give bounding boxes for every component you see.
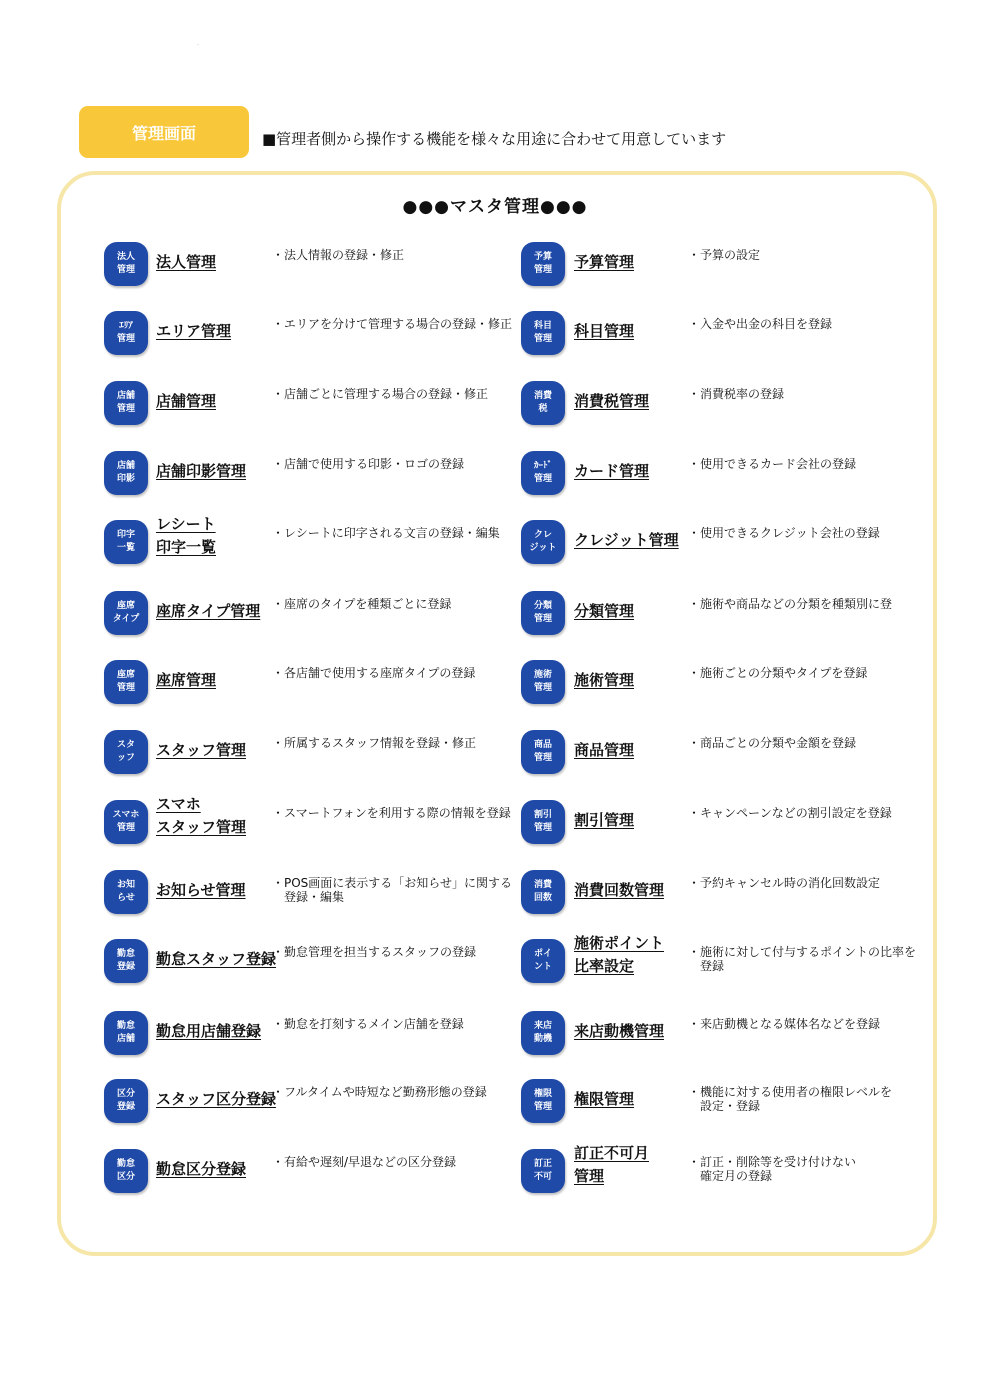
item-description: ・商品ごとの分類や金額を登録 bbox=[688, 736, 857, 750]
item-name-link[interactable]: クレジット管理 bbox=[574, 531, 679, 549]
item-name-link[interactable]: 施術ポイント 比率設定 bbox=[574, 934, 665, 975]
master-item[interactable] bbox=[0, 730, 990, 790]
item-name-link[interactable]: 消費税管理 bbox=[574, 392, 650, 410]
section-badge: 管理画面 bbox=[79, 106, 249, 158]
master-item[interactable] bbox=[0, 1144, 990, 1209]
item-icon: 科目 管理 bbox=[521, 311, 565, 355]
item-name-link[interactable]: 科目管理 bbox=[574, 322, 635, 340]
item-description: ・施術や商品などの分類を種類別に登 bbox=[688, 597, 893, 611]
item-description: ・施術に対して付与するポイントの比率を 登録 bbox=[688, 945, 917, 973]
item-description: ・レシートに印字される文言の登録・編集 bbox=[272, 526, 500, 540]
item-description: ・所属するスタッフ情報を登録・修正 bbox=[272, 736, 477, 750]
item-description: ・訂正・削除等を受け付けない 確定月の登録 bbox=[688, 1155, 857, 1183]
item-icon: 分類 管理 bbox=[521, 591, 565, 635]
item-icon: お知 らせ bbox=[104, 870, 148, 914]
item-description: ・法人情報の登録・修正 bbox=[272, 248, 405, 262]
item-name-link[interactable]: 予算管理 bbox=[574, 253, 635, 271]
item-icon: 消費 回数 bbox=[521, 870, 565, 914]
master-item[interactable] bbox=[0, 660, 990, 720]
item-description: ・消費税率の登録 bbox=[688, 387, 785, 401]
item-name-link[interactable]: 権限管理 bbox=[574, 1090, 635, 1108]
item-description: ・来店動機となる媒体名などを登録 bbox=[688, 1017, 881, 1031]
item-name-link[interactable]: 来店動機管理 bbox=[574, 1022, 665, 1040]
item-description: ・入金や出金の科目を登録 bbox=[688, 317, 833, 331]
item-icon: クレ ジット bbox=[521, 520, 565, 564]
master-item[interactable] bbox=[0, 451, 990, 511]
item-name-link[interactable]: 座席管理 bbox=[156, 671, 217, 689]
item-description: ・座席のタイプを種類ごとに登録 bbox=[272, 597, 452, 611]
master-item[interactable] bbox=[0, 381, 990, 441]
item-description: ・施術ごとの分類やタイプを登録 bbox=[688, 666, 868, 680]
item-icon: 商品 管理 bbox=[521, 730, 565, 774]
master-item[interactable] bbox=[0, 311, 990, 371]
master-item[interactable] bbox=[0, 800, 990, 860]
item-description: ・各店舗で使用する座席タイプの登録 bbox=[272, 666, 476, 680]
item-description: ・スマートフォンを利用する際の情報を登録 bbox=[272, 806, 511, 820]
master-item[interactable] bbox=[0, 520, 990, 580]
item-name-link[interactable]: 法人管理 bbox=[156, 253, 217, 271]
item-name-link[interactable]: 消費回数管理 bbox=[574, 881, 665, 899]
item-icon: 法人 管理 bbox=[104, 242, 148, 286]
item-icon: スマホ 管理 bbox=[104, 800, 148, 844]
item-icon: 区分 登録 bbox=[104, 1079, 148, 1123]
item-icon: 店舗 管理 bbox=[104, 381, 148, 425]
master-item[interactable] bbox=[0, 934, 990, 999]
corner-dot: . bbox=[197, 40, 199, 47]
item-description: ・予算の設定 bbox=[688, 248, 761, 262]
item-icon: 勤怠 店舗 bbox=[104, 1011, 148, 1055]
item-icon: スタ ッフ bbox=[104, 730, 148, 774]
item-icon: 訂正 不可 bbox=[521, 1149, 565, 1193]
item-name-link[interactable]: 割引管理 bbox=[574, 811, 635, 829]
item-name-link[interactable]: 店舗管理 bbox=[156, 392, 217, 410]
item-icon: 座席 タイプ bbox=[104, 591, 148, 635]
item-icon: 来店 動機 bbox=[521, 1011, 565, 1055]
item-name-link[interactable]: レシート 印字一覧 bbox=[156, 515, 217, 556]
item-name-link[interactable]: 分類管理 bbox=[574, 602, 635, 620]
item-icon: ｶｰﾄﾞ 管理 bbox=[521, 451, 565, 495]
item-name-link[interactable]: スマホ スタッフ管理 bbox=[156, 795, 247, 836]
item-icon: 勤怠 区分 bbox=[104, 1149, 148, 1193]
item-description: ・エリアを分けて管理する場合の登録・修正 bbox=[272, 317, 513, 331]
item-name-link[interactable]: 商品管理 bbox=[574, 741, 635, 759]
item-icon: ｴﾘｱ 管理 bbox=[104, 311, 148, 355]
item-name-link[interactable]: 店舗印影管理 bbox=[156, 462, 247, 480]
item-name-link[interactable]: スタッフ区分登録 bbox=[156, 1090, 277, 1108]
section-title: ●●●マスタ管理●●● bbox=[402, 197, 588, 217]
item-icon: 座席 管理 bbox=[104, 660, 148, 704]
item-name-link[interactable]: 勤怠区分登録 bbox=[156, 1160, 247, 1178]
master-item[interactable] bbox=[0, 242, 990, 302]
item-icon: 勤怠 登録 bbox=[104, 939, 148, 983]
item-name-link[interactable]: お知らせ管理 bbox=[156, 881, 246, 899]
item-description: ・勤怠を打刻するメイン店舗を登録 bbox=[272, 1017, 464, 1031]
item-icon: 消費 税 bbox=[521, 381, 565, 425]
master-item[interactable] bbox=[0, 591, 990, 651]
item-description: ・機能に対する使用者の権限レベルを 設定・登録 bbox=[688, 1085, 893, 1113]
item-name-link[interactable]: 勤怠スタッフ登録 bbox=[156, 950, 277, 968]
item-description: ・使用できるカード会社の登録 bbox=[688, 457, 857, 471]
item-icon: 割引 管理 bbox=[521, 800, 565, 844]
item-icon: 店舗 印影 bbox=[104, 451, 148, 495]
item-name-link[interactable]: カード管理 bbox=[574, 462, 650, 480]
item-icon: 施術 管理 bbox=[521, 660, 565, 704]
item-icon: 印字 一覧 bbox=[104, 520, 148, 564]
item-description: ・店舗ごとに管理する場合の登録・修正 bbox=[272, 387, 489, 401]
item-description: ・予約キャンセル時の消化回数設定 bbox=[688, 876, 881, 890]
item-name-link[interactable]: 勤怠用店舗登録 bbox=[156, 1022, 262, 1040]
item-name-link[interactable]: エリア管理 bbox=[156, 322, 232, 340]
item-name-link[interactable]: 訂正不可月 管理 bbox=[574, 1144, 650, 1185]
item-description: ・POS画面に表示する「お知らせ」に関する 登録・編集 bbox=[272, 876, 512, 904]
item-description: ・キャンペーンなどの割引設定を登録 bbox=[688, 806, 892, 820]
item-icon: 権限 管理 bbox=[521, 1079, 565, 1123]
item-description: ・使用できるクレジット会社の登録 bbox=[688, 526, 880, 540]
item-description: ・店舗で使用する印影・ロゴの登録 bbox=[272, 457, 465, 471]
item-icon: 予算 管理 bbox=[521, 242, 565, 286]
header-description: ■管理者側から操作する機能を様々な用途に合わせて用意しています bbox=[262, 130, 727, 148]
item-icon: ポイ ント bbox=[521, 939, 565, 983]
item-description: ・フルタイムや時短など勤務形態の登録 bbox=[272, 1085, 487, 1099]
master-item[interactable] bbox=[0, 1079, 990, 1139]
item-name-link[interactable]: 施術管理 bbox=[574, 671, 635, 689]
item-name-link[interactable]: スタッフ管理 bbox=[156, 741, 247, 759]
item-name-link[interactable]: 座席タイプ管理 bbox=[156, 602, 261, 620]
master-item[interactable] bbox=[0, 870, 990, 930]
item-description: ・有給や遅刻/早退などの区分登録 bbox=[272, 1155, 457, 1169]
item-description: ・勤怠管理を担当するスタッフの登録 bbox=[272, 945, 477, 959]
master-item[interactable] bbox=[0, 1011, 990, 1071]
